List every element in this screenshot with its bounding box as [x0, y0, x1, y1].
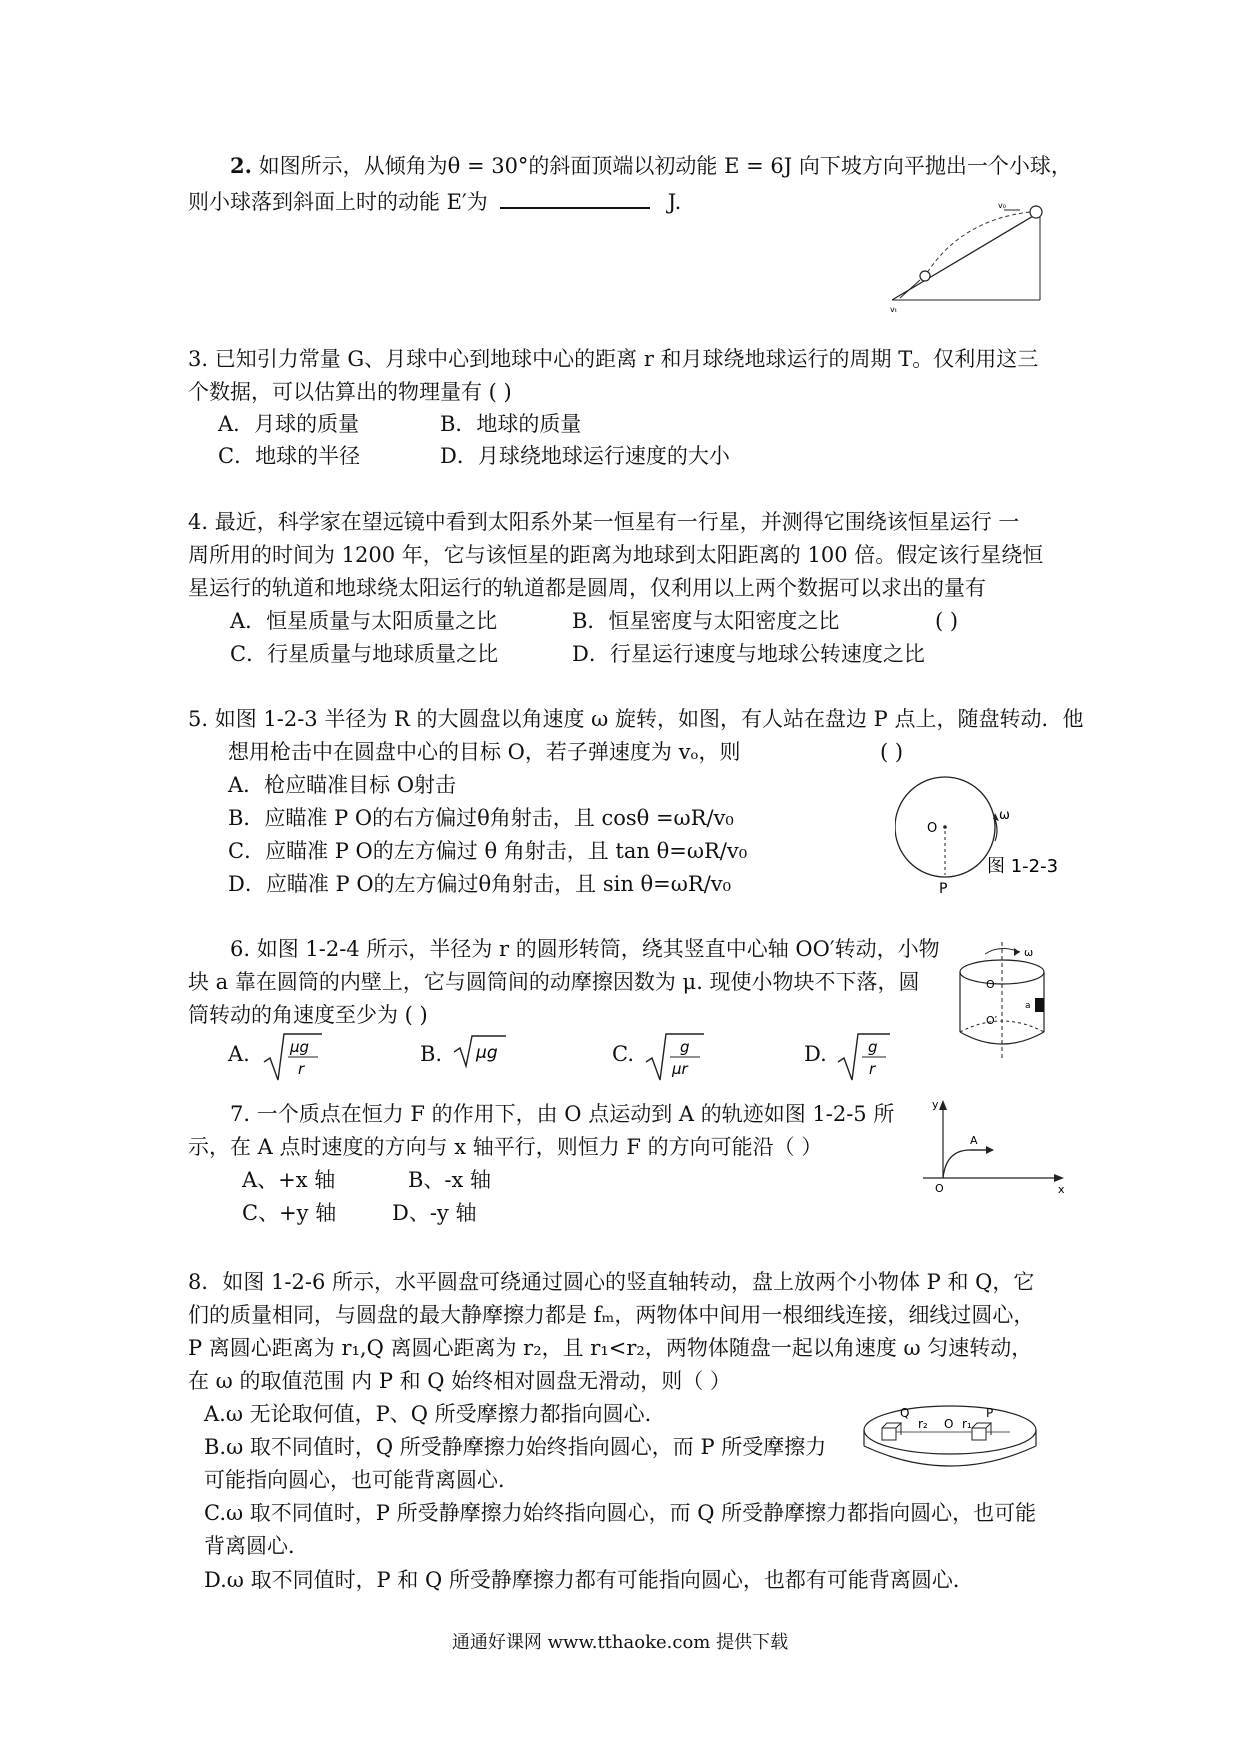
- q6-option-a-label: A.: [228, 1042, 250, 1066]
- q5-option-a[interactable]: A．枪应瞄准目标 O射击: [228, 773, 457, 797]
- q3-option-b[interactable]: B．地球的质量: [440, 412, 582, 436]
- point-a-label: A: [970, 1134, 978, 1147]
- omega-label: ω: [999, 808, 1010, 823]
- q6-option-a-formula: [262, 1030, 324, 1084]
- q8-option-b-line2: 可能指向圆心，也可能背离圆心．: [204, 1468, 519, 1492]
- label-r1: r₁: [962, 1417, 972, 1431]
- q7-line2: 示，在 A 点时速度的方向与 x 轴平行，则恒力 F 的方向可能沿（ ）: [188, 1135, 823, 1159]
- q6-line1: 6. 如图 1-2-4 所示，半径为 r 的圆形转筒，绕其竖直中心轴 OO′转动，小物: [230, 937, 940, 961]
- q3-option-c[interactable]: C．地球的半径: [218, 444, 361, 468]
- q3-option-a[interactable]: A．月球的质量: [218, 412, 360, 436]
- q6-option-b-label: B.: [420, 1042, 443, 1066]
- q6-option-b-formula: [452, 1030, 510, 1070]
- trajectory-path: [925, 212, 1030, 276]
- q6-option-c[interactable]: [612, 1040, 634, 1068]
- q8-option-d[interactable]: D.ω 取不同值时，P 和 Q 所受静摩擦力都有可能指向圆心，也都有可能背离圆心．: [204, 1568, 974, 1592]
- ball-end: [920, 271, 930, 281]
- incline-figure: [880, 200, 1050, 315]
- c-numerator: g: [680, 1038, 690, 1056]
- c-denominator: μr: [672, 1060, 688, 1078]
- q4-option-d[interactable]: D．行星运行速度与地球公转速度之比: [572, 642, 925, 666]
- q7-option-b[interactable]: B、-x 轴: [408, 1168, 492, 1192]
- footer-credit: 通通好课网 www.tthaoke.com 提供下载: [451, 1632, 789, 1653]
- q3-line1: 3. 已知引力常量 G、月球中心到地球中心的距离 r 和月球绕地球运行的周期 T。仅利用这三: [188, 347, 1039, 371]
- label-q: Q: [900, 1406, 910, 1420]
- d-denominator: r: [869, 1060, 876, 1078]
- q4-option-a[interactable]: A．恒星质量与太阳质量之比: [230, 609, 498, 633]
- q6-option-b[interactable]: [420, 1040, 442, 1068]
- q5-line2: 想用枪击中在圆盘中心的目标 O，若子弹速度为 vₒ，则: [228, 740, 741, 764]
- q4-option-c[interactable]: C．行星质量与地球质量之比: [230, 642, 499, 666]
- point-p-label: P: [939, 881, 948, 895]
- q5-paren: ( ): [880, 740, 904, 764]
- block-p: [972, 1428, 986, 1440]
- cyl-o-label: O: [986, 978, 995, 991]
- trajectory-figure-1-2-5: [918, 1098, 1068, 1198]
- v0-label: v₀: [998, 201, 1006, 210]
- cylinder-figure-1-2-4: [950, 940, 1060, 1060]
- q8-line4: 在 ω 的取值范围 内 P 和 Q 始终相对圆盘无滑动，则（ ）: [188, 1369, 731, 1393]
- q5-option-b[interactable]: B．应瞄准 P O的右方偏过θ角射击，且 cosθ =ωR/v₀: [228, 806, 734, 830]
- q8-option-c-line1[interactable]: C.ω 取不同值时，P 所受静摩擦力始终指向圆心，而 Q 所受静摩擦力都指向圆心，也可能: [204, 1501, 1037, 1525]
- a-denominator: r: [298, 1060, 305, 1078]
- cyl-a-label: a: [1025, 1001, 1031, 1011]
- q6-line2: 块 a 靠在圆筒的内壁上，它与圆筒间的动摩擦因数为 μ. 现使小物块不下落，圆: [188, 970, 920, 994]
- q6-option-c-formula: [644, 1030, 706, 1084]
- q6-option-c-label: C.: [612, 1042, 634, 1066]
- y-axis-label: y: [932, 1098, 939, 1111]
- q2-text2: 则小球落到斜面上时的动能 E′为: [188, 190, 488, 214]
- q8-option-b-line1[interactable]: B.ω 取不同值时，Q 所受静摩擦力始终指向圆心，而 P 所受摩擦力: [204, 1435, 827, 1459]
- q7-option-a[interactable]: A、+x 轴: [242, 1168, 336, 1192]
- q7-line1: 7. 一个质点在恒力 F 的作用下，由 O 点运动到 A 的轨迹如图 1-2-5 所: [230, 1102, 895, 1126]
- q8-line3: P 离圆心距离为 r₁,Q 离圆心距离为 r₂，且 r₁<r₂，两物体随盘一起以角速度 ω 匀速转动，: [188, 1336, 1033, 1360]
- q7-option-d[interactable]: D、-y 轴: [392, 1201, 477, 1225]
- trajectory-curve: [943, 1150, 993, 1178]
- q2-text1: 如图所示，从倾角为θ = 30°的斜面顶端以初动能 E = 6J 向下坡方向平抛出一个小球，: [258, 154, 1072, 178]
- a-numerator: μg: [290, 1038, 310, 1056]
- q8-line1: 8．如图 1-2-6 所示，水平圆盘可绕通过圆心的竖直轴转动，盘上放两个小物体 P 和 Q，它: [188, 1270, 1035, 1294]
- origin-label: O: [935, 1182, 944, 1195]
- label-o: O: [944, 1417, 954, 1431]
- q4-line2: 周所用的时间为 1200 年，它与该恒星的距离为地球到太阳距离的 100 倍。假定该行星绕恒: [188, 543, 1044, 567]
- q2-unit: J.: [667, 190, 682, 214]
- q4-option-b[interactable]: B．恒星密度与太阳密度之比: [572, 609, 840, 633]
- q4-paren: ( ): [935, 609, 959, 633]
- q7-option-c[interactable]: C、+y 轴: [242, 1201, 337, 1225]
- q5-line1: 5. 如图 1-2-3 半径为 R 的大圆盘以角速度 ω 旋转，如图，有人站在盘边 P 点上，随盘转动．他: [188, 707, 1084, 731]
- block-q: [882, 1428, 896, 1440]
- q3-line2: 个数据，可以估算出的物理量有 ( ): [188, 380, 512, 404]
- q2-line2: [188, 188, 681, 216]
- center-o-label: O: [927, 821, 938, 836]
- cyl-omega-label: ω: [1024, 946, 1034, 959]
- ball-start: [1030, 206, 1042, 218]
- q6-option-d-label: D.: [804, 1042, 827, 1066]
- q6-option-d-formula: [836, 1030, 892, 1084]
- q5-option-d[interactable]: D．应瞄准 P O的左方偏过θ角射击，且 sin θ=ωR/v₀: [228, 872, 732, 896]
- disk-figure-1-2-3: [895, 775, 1065, 895]
- q8-option-a[interactable]: A.ω 无论取何值，P、Q 所受摩擦力都指向圆心．: [204, 1402, 666, 1426]
- block-a: [1035, 998, 1044, 1012]
- d-numerator: g: [868, 1038, 878, 1056]
- q4-line3: 星运行的轨道和地球绕太阳运行的轨道都是圆周，仅利用以上两个数据可以求出的量有: [188, 576, 986, 600]
- vt-label: vₜ: [890, 305, 898, 314]
- x-axis-label: x: [1058, 1183, 1065, 1196]
- label-p: P: [986, 1406, 994, 1420]
- q2-number: 2.: [230, 153, 252, 178]
- q3-option-d[interactable]: D．月球绕地球运行速度的大小: [440, 444, 730, 468]
- fig-caption-1-2-3: 图 1-2-3: [987, 856, 1059, 877]
- q8-option-c-line2: 背离圆心．: [204, 1534, 309, 1558]
- b-radicand: μg: [476, 1043, 498, 1063]
- answer-blank[interactable]: [500, 189, 650, 209]
- cyl-o2-label: O′: [986, 1014, 998, 1027]
- q2-line1: [230, 152, 1072, 180]
- q6-option-d[interactable]: [804, 1040, 827, 1068]
- q4-line1: 4. 最近，科学家在望远镜中看到太阳系外某一恒星有一行星，并测得它围绕该恒星运行 一: [188, 510, 1020, 534]
- q5-option-c[interactable]: C．应瞄准 P O的左方偏过 θ 角射击，且 tan θ=ωR/v₀: [228, 839, 748, 863]
- label-r2: r₂: [918, 1417, 928, 1431]
- turntable-figure-1-2-6: [860, 1400, 1042, 1478]
- q8-line2: 们的质量相同，与圆盘的最大静摩擦力都是 fₘ，两物体中间用一根细线连接，细线过圆心，: [188, 1303, 1035, 1327]
- q6-line3: 筒转动的角速度至少为 ( ): [188, 1003, 428, 1027]
- q6-option-a[interactable]: [228, 1040, 250, 1068]
